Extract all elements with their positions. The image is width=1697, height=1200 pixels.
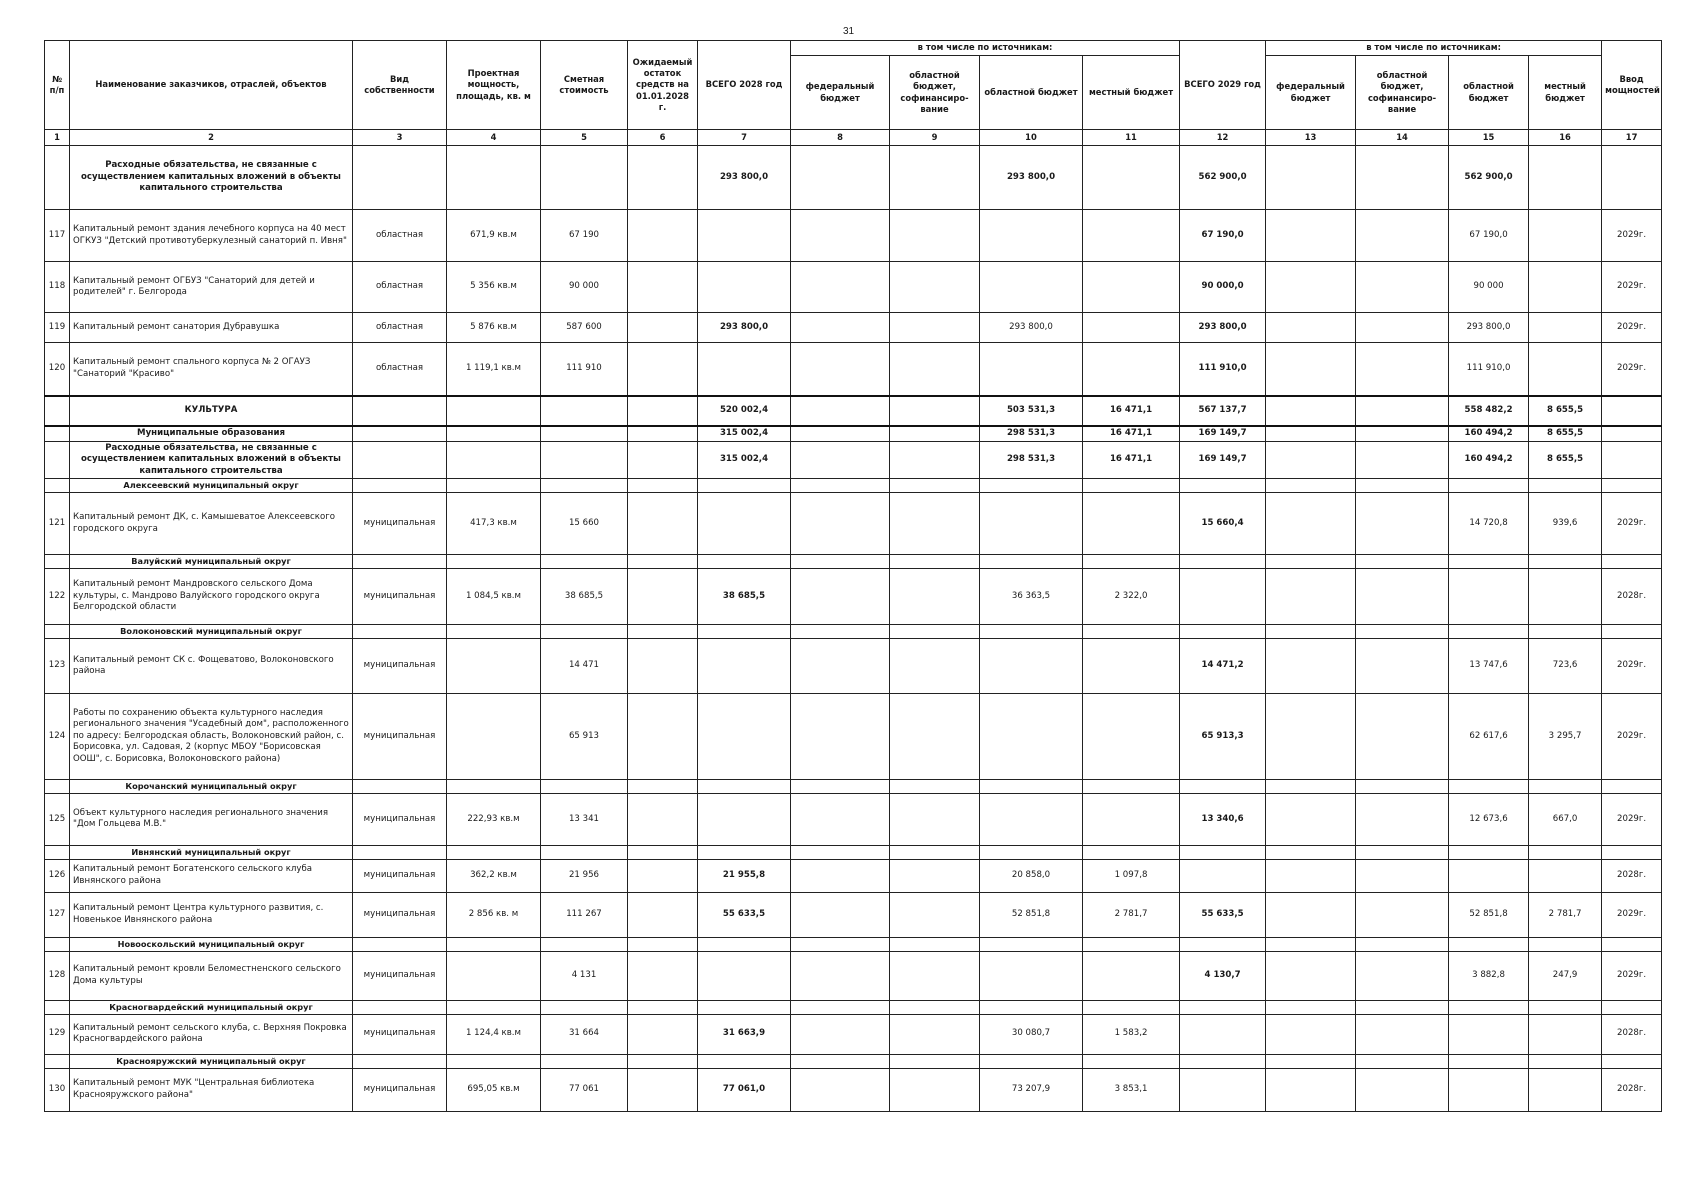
table-row — [45, 210, 1662, 262]
row-number: 130 — [45, 1068, 70, 1111]
capital-repair-table — [44, 40, 1662, 1112]
table-row — [45, 1014, 1662, 1054]
total-2028-cell: 315 002,4 — [698, 426, 791, 442]
table-row — [45, 569, 1662, 625]
cost-cell: 4 131 — [541, 951, 628, 1000]
commission-year: 2028г. — [1602, 1068, 1662, 1111]
colnum: 3 — [353, 130, 447, 146]
capacity-cell: 1 084,5 кв.м — [447, 569, 541, 625]
cost-cell: 13 341 — [541, 793, 628, 845]
section-row — [45, 396, 1662, 426]
header-cofin-2029: областной бюджет, софинансиро-вание — [1356, 56, 1449, 130]
total-2029-cell: 169 149,7 — [1180, 442, 1266, 479]
reg-2028-cell: 20 858,0 — [980, 859, 1083, 892]
total-2028-cell: 293 800,0 — [698, 313, 791, 343]
loc-2028-cell: 16 471,1 — [1083, 442, 1180, 479]
header-name: Наименование заказчиков, отраслей, объектов — [70, 41, 353, 130]
reg-2029-cell: 90 000 — [1449, 262, 1529, 313]
total-2029-cell: 90 000,0 — [1180, 262, 1266, 313]
ownership-cell: муниципальная — [353, 569, 447, 625]
group-name: Новооскольский муниципальный округ — [70, 937, 353, 951]
header-regional-2029: областной бюджет — [1449, 56, 1529, 130]
cost-cell: 21 956 — [541, 859, 628, 892]
loc-2029-cell: 8 655,5 — [1529, 396, 1602, 426]
loc-2029-cell: 939,6 — [1529, 493, 1602, 555]
commission-year: 2029г. — [1602, 892, 1662, 937]
subtotal-row — [45, 442, 1662, 479]
row-number: 120 — [45, 343, 70, 396]
colnum: 17 — [1602, 130, 1662, 146]
ownership-cell: областная — [353, 262, 447, 313]
header-sources-2029: в том числе по источникам: — [1266, 41, 1602, 56]
table-row — [45, 1068, 1662, 1111]
colnum: 1 — [45, 130, 70, 146]
cost-cell: 14 471 — [541, 638, 628, 693]
total-2029-cell: 169 149,7 — [1180, 426, 1266, 442]
header-capacity: Проектная мощность, площадь, кв. м — [447, 41, 541, 130]
reg-2028-cell: 36 363,5 — [980, 569, 1083, 625]
header-local-2028: местный бюджет — [1083, 56, 1180, 130]
table-row — [45, 859, 1662, 892]
table-row — [45, 892, 1662, 937]
colnum: 2 — [70, 130, 353, 146]
reg-2028-cell: 52 851,8 — [980, 892, 1083, 937]
reg-2029-cell: 52 851,8 — [1449, 892, 1529, 937]
reg-2028-cell: 293 800,0 — [980, 313, 1083, 343]
total-2029-cell: 13 340,6 — [1180, 793, 1266, 845]
subtotal-row — [45, 426, 1662, 442]
object-name: Капитальный ремонт СК с. Фощеватово, Волоконовского района — [70, 638, 353, 693]
page-number: 31 — [842, 26, 855, 37]
ownership-cell: муниципальная — [353, 693, 447, 779]
object-name: Работы по сохранению объекта культурного наследия регионального значения "Усадебный дом", расположенного по адресу: Белгородская область, Волоконовский район, с. Борисовка, ул. Садовая, 2 (корпус МБОУ "Борисовская ООШ", с. Борисовка, Волоконовского района) — [70, 693, 353, 779]
district-heading-row — [45, 845, 1662, 859]
total-2028-cell: 38 685,5 — [698, 569, 791, 625]
colnum: 4 — [447, 130, 541, 146]
table-row — [45, 951, 1662, 1000]
total-2028-cell: 21 955,8 — [698, 859, 791, 892]
table-row — [45, 793, 1662, 845]
colnum: 5 — [541, 130, 628, 146]
reg-2029-cell: 558 482,2 — [1449, 396, 1529, 426]
reg-2029-cell: 67 190,0 — [1449, 210, 1529, 262]
commission-year: 2029г. — [1602, 693, 1662, 779]
table-header — [45, 41, 1662, 146]
table-row — [45, 493, 1662, 555]
district-heading-row — [45, 1000, 1662, 1014]
reg-2028-cell: 298 531,3 — [980, 442, 1083, 479]
header-commission: Ввод мощностей — [1602, 41, 1662, 130]
ownership-cell: муниципальная — [353, 951, 447, 1000]
ownership-cell: муниципальная — [353, 1068, 447, 1111]
ownership-cell: муниципальная — [353, 638, 447, 693]
district-heading-row — [45, 779, 1662, 793]
reg-2029-cell: 14 720,8 — [1449, 493, 1529, 555]
commission-year: 2029г. — [1602, 210, 1662, 262]
district-heading-row — [45, 937, 1662, 951]
table-row — [45, 693, 1662, 779]
object-name: Капитальный ремонт кровли Беломестненского сельского Дома культуры — [70, 951, 353, 1000]
commission-year: 2029г. — [1602, 951, 1662, 1000]
commission-year: 2029г. — [1602, 638, 1662, 693]
header-remainder: Ожидаемый остаток средств на 01.01.2028 г. — [628, 41, 698, 130]
total-2028-cell: 293 800,0 — [698, 146, 791, 210]
capacity-cell: 1 124,4 кв.м — [447, 1014, 541, 1054]
subtotal-row — [45, 146, 1662, 210]
cost-cell: 38 685,5 — [541, 569, 628, 625]
loc-2029-cell: 723,6 — [1529, 638, 1602, 693]
row-number: 121 — [45, 493, 70, 555]
table-row — [45, 313, 1662, 343]
total-2029-cell: 15 660,4 — [1180, 493, 1266, 555]
capacity-cell: 695,05 кв.м — [447, 1068, 541, 1111]
cost-cell: 77 061 — [541, 1068, 628, 1111]
loc-2028-cell: 16 471,1 — [1083, 426, 1180, 442]
row-number: 127 — [45, 892, 70, 937]
ownership-cell: областная — [353, 343, 447, 396]
header-cofin-2028: областной бюджет, софинансиро-вание — [890, 56, 980, 130]
row-number: 123 — [45, 638, 70, 693]
reg-2029-cell: 111 910,0 — [1449, 343, 1529, 396]
colnum: 13 — [1266, 130, 1356, 146]
ownership-cell: областная — [353, 313, 447, 343]
total-2028-cell: 315 002,4 — [698, 442, 791, 479]
loc-2029-cell: 247,9 — [1529, 951, 1602, 1000]
group-name: Краснояружский муниципальный округ — [70, 1054, 353, 1068]
group-name: Корочанский муниципальный округ — [70, 779, 353, 793]
total-2029-cell: 14 471,2 — [1180, 638, 1266, 693]
colnum: 15 — [1449, 130, 1529, 146]
loc-2029-cell: 8 655,5 — [1529, 426, 1602, 442]
colnum: 7 — [698, 130, 791, 146]
total-2029-cell: 111 910,0 — [1180, 343, 1266, 396]
reg-2029-cell: 562 900,0 — [1449, 146, 1529, 210]
commission-year: 2029г. — [1602, 343, 1662, 396]
header-ownership: Вид собственности — [353, 41, 447, 130]
total-2028-cell: 77 061,0 — [698, 1068, 791, 1111]
cost-cell: 65 913 — [541, 693, 628, 779]
total-2029-cell: 55 633,5 — [1180, 892, 1266, 937]
row-number: 119 — [45, 313, 70, 343]
total-2028-cell: 520 002,4 — [698, 396, 791, 426]
colnum: 10 — [980, 130, 1083, 146]
row-number: 117 — [45, 210, 70, 262]
district-heading-row — [45, 479, 1662, 493]
row-number: 124 — [45, 693, 70, 779]
header-regional-2028: областной бюджет — [980, 56, 1083, 130]
table-row — [45, 262, 1662, 313]
district-heading-row — [45, 1054, 1662, 1068]
reg-2029-cell: 12 673,6 — [1449, 793, 1529, 845]
header-federal-2029: федеральный бюджет — [1266, 56, 1356, 130]
reg-2028-cell: 503 531,3 — [980, 396, 1083, 426]
commission-year: 2028г. — [1602, 569, 1662, 625]
loc-2029-cell: 8 655,5 — [1529, 442, 1602, 479]
reg-2028-cell: 293 800,0 — [980, 146, 1083, 210]
row-number: 129 — [45, 1014, 70, 1054]
colnum: 9 — [890, 130, 980, 146]
cost-cell: 15 660 — [541, 493, 628, 555]
object-name: Капитальный ремонт ДК, с. Камышеватое Алексеевского городского округа — [70, 493, 353, 555]
ownership-cell: муниципальная — [353, 1014, 447, 1054]
reg-2029-cell: 160 494,2 — [1449, 442, 1529, 479]
total-2028-cell: 31 663,9 — [698, 1014, 791, 1054]
header-local-2029: местный бюджет — [1529, 56, 1602, 130]
cost-cell: 67 190 — [541, 210, 628, 262]
total-2029-cell: 67 190,0 — [1180, 210, 1266, 262]
cost-cell: 111 910 — [541, 343, 628, 396]
object-name: Капитальный ремонт Мандровского сельского Дома культуры, с. Мандрово Валуйского городского округа Белгородской области — [70, 569, 353, 625]
group-name: Расходные обязательства, не связанные с осуществлением капитальных вложений в объекты капитального строительства — [70, 442, 353, 479]
row-number: 118 — [45, 262, 70, 313]
object-name: Капитальный ремонт ОГБУЗ "Санаторий для детей и родителей" г. Белгорода — [70, 262, 353, 313]
colnum: 6 — [628, 130, 698, 146]
loc-2028-cell: 2 781,7 — [1083, 892, 1180, 937]
reg-2028-cell: 73 207,9 — [980, 1068, 1083, 1111]
row-number: 126 — [45, 859, 70, 892]
colnum: 16 — [1529, 130, 1602, 146]
capacity-cell: 362,2 кв.м — [447, 859, 541, 892]
total-2029-cell: 293 800,0 — [1180, 313, 1266, 343]
object-name: Капитальный ремонт санатория Дубравушка — [70, 313, 353, 343]
reg-2028-cell: 30 080,7 — [980, 1014, 1083, 1054]
row-number: 128 — [45, 951, 70, 1000]
capacity-cell: 671,9 кв.м — [447, 210, 541, 262]
table-body — [45, 146, 1662, 1112]
colnum: 11 — [1083, 130, 1180, 146]
cost-cell: 90 000 — [541, 262, 628, 313]
header-cost: Сметная стоимость — [541, 41, 628, 130]
total-2029-cell: 4 130,7 — [1180, 951, 1266, 1000]
colnum: 8 — [791, 130, 890, 146]
ownership-cell: областная — [353, 210, 447, 262]
table-row — [45, 638, 1662, 693]
object-name: Капитальный ремонт сельского клуба, с. Верхняя Покровка Красногвардейского района — [70, 1014, 353, 1054]
group-name: Ивнянский муниципальный округ — [70, 845, 353, 859]
object-name: Объект культурного наследия регионального значения "Дом Гольцева М.В." — [70, 793, 353, 845]
capacity-cell: 5 876 кв.м — [447, 313, 541, 343]
reg-2029-cell: 160 494,2 — [1449, 426, 1529, 442]
loc-2029-cell: 667,0 — [1529, 793, 1602, 845]
capacity-cell: 417,3 кв.м — [447, 493, 541, 555]
colnum: 14 — [1356, 130, 1449, 146]
capacity-cell: 222,93 кв.м — [447, 793, 541, 845]
reg-2028-cell: 298 531,3 — [980, 426, 1083, 442]
reg-2029-cell: 13 747,6 — [1449, 638, 1529, 693]
header-total-2028: ВСЕГО 2028 год — [698, 41, 791, 130]
loc-2028-cell: 2 322,0 — [1083, 569, 1180, 625]
capacity-cell: 5 356 кв.м — [447, 262, 541, 313]
header-sources-2028: в том числе по источникам: — [791, 41, 1180, 56]
loc-2028-cell: 16 471,1 — [1083, 396, 1180, 426]
group-name: Красногвардейский муниципальный округ — [70, 1000, 353, 1014]
capacity-cell: 2 856 кв. м — [447, 892, 541, 937]
row-number: 125 — [45, 793, 70, 845]
object-name: Капитальный ремонт Богатенского сельского клуба Ивнянского района — [70, 859, 353, 892]
commission-year: 2029г. — [1602, 493, 1662, 555]
reg-2029-cell: 293 800,0 — [1449, 313, 1529, 343]
total-2028-cell: 55 633,5 — [698, 892, 791, 937]
ownership-cell: муниципальная — [353, 859, 447, 892]
header-no: № п/п — [45, 41, 70, 130]
commission-year: 2028г. — [1602, 1014, 1662, 1054]
object-name: Капитальный ремонт здания лечебного корпуса на 40 мест ОГКУЗ "Детский противотуберкулезный санаторий п. Ивня" — [70, 210, 353, 262]
cost-cell: 111 267 — [541, 892, 628, 937]
reg-2029-cell: 3 882,8 — [1449, 951, 1529, 1000]
group-name: Муниципальные образования — [70, 426, 353, 442]
group-name: Расходные обязательства, не связанные с осуществлением капитальных вложений в объекты капитального строительства — [70, 146, 353, 210]
colnum: 12 — [1180, 130, 1266, 146]
ownership-cell: муниципальная — [353, 892, 447, 937]
commission-year: 2029г. — [1602, 262, 1662, 313]
capacity-cell: 1 119,1 кв.м — [447, 343, 541, 396]
commission-year: 2029г. — [1602, 793, 1662, 845]
header-total-2029: ВСЕГО 2029 год — [1180, 41, 1266, 130]
total-2029-cell: 567 137,7 — [1180, 396, 1266, 426]
ownership-cell: муниципальная — [353, 493, 447, 555]
object-name: Капитальный ремонт Центра культурного развития, с. Новенькое Ивнянского района — [70, 892, 353, 937]
group-name: Валуйский муниципальный округ — [70, 555, 353, 569]
row-number: 122 — [45, 569, 70, 625]
table-row — [45, 343, 1662, 396]
loc-2028-cell: 1 097,8 — [1083, 859, 1180, 892]
column-numbers-row — [45, 130, 1662, 146]
loc-2028-cell: 1 583,2 — [1083, 1014, 1180, 1054]
group-name: КУЛЬТУРА — [70, 396, 353, 426]
reg-2029-cell: 62 617,6 — [1449, 693, 1529, 779]
group-name: Алексеевский муниципальный округ — [70, 479, 353, 493]
ownership-cell: муниципальная — [353, 793, 447, 845]
district-heading-row — [45, 625, 1662, 639]
object-name: Капитальный ремонт МУК "Центральная библиотека Краснояружского района" — [70, 1068, 353, 1111]
commission-year: 2028г. — [1602, 859, 1662, 892]
cost-cell: 31 664 — [541, 1014, 628, 1054]
loc-2028-cell: 3 853,1 — [1083, 1068, 1180, 1111]
header-federal-2028: федеральный бюджет — [791, 56, 890, 130]
district-heading-row — [45, 555, 1662, 569]
total-2029-cell: 562 900,0 — [1180, 146, 1266, 210]
loc-2029-cell: 2 781,7 — [1529, 892, 1602, 937]
commission-year: 2029г. — [1602, 313, 1662, 343]
object-name: Капитальный ремонт спального корпуса № 2 ОГАУЗ "Санаторий "Красиво" — [70, 343, 353, 396]
total-2029-cell: 65 913,3 — [1180, 693, 1266, 779]
cost-cell: 587 600 — [541, 313, 628, 343]
group-name: Волоконовский муниципальный округ — [70, 625, 353, 639]
loc-2029-cell: 3 295,7 — [1529, 693, 1602, 779]
